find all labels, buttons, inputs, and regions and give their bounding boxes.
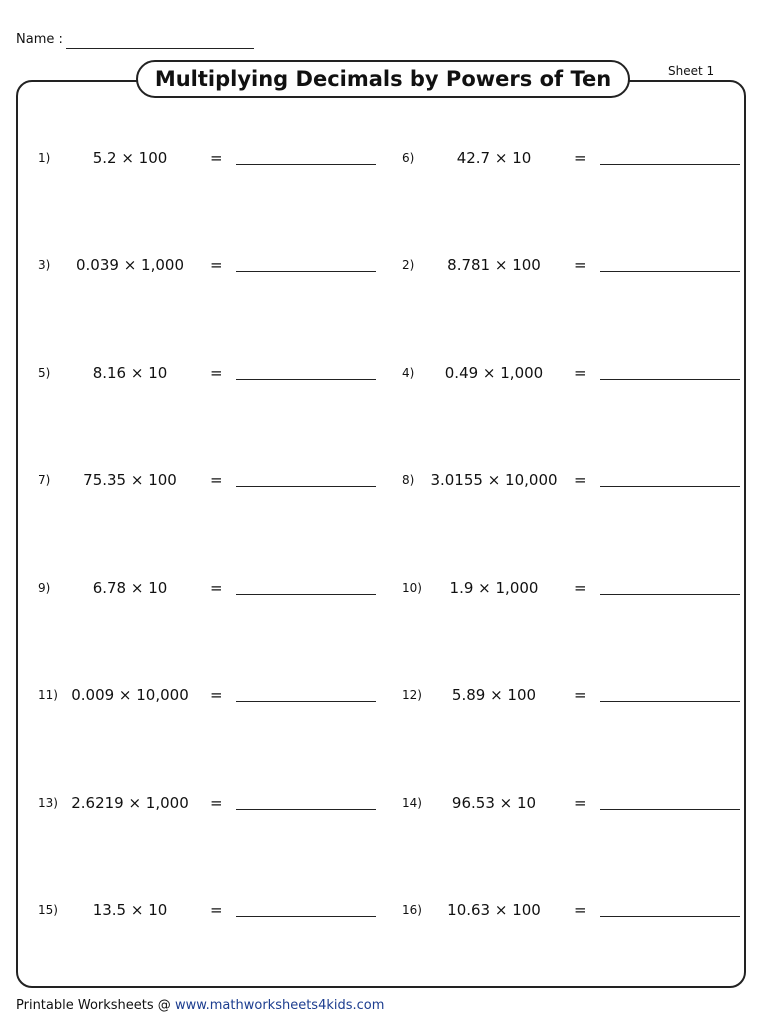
equals-sign: =	[574, 686, 587, 704]
problem-number: 10)	[402, 581, 422, 595]
equals-sign: =	[574, 471, 587, 489]
problem-item	[402, 791, 742, 815]
equals-sign: =	[210, 149, 223, 167]
answer-blank[interactable]	[236, 809, 376, 810]
problem-expression: 3.0155 × 10,000	[430, 471, 558, 489]
problem-number: 8)	[402, 473, 415, 487]
equals-sign: =	[210, 256, 223, 274]
problem-expression: 13.5 × 10	[92, 901, 168, 919]
answer-blank[interactable]	[600, 271, 740, 272]
problem-expression: 75.35 × 100	[83, 471, 177, 489]
problem-number: 12)	[402, 688, 422, 702]
answer-blank[interactable]	[600, 594, 740, 595]
problem-number: 4)	[402, 366, 415, 380]
answer-blank[interactable]	[600, 916, 740, 917]
equals-sign: =	[574, 901, 587, 919]
problem-item	[402, 683, 742, 707]
problem-number: 9)	[38, 581, 51, 595]
problem-item	[402, 898, 742, 922]
answer-blank[interactable]	[236, 486, 376, 487]
answer-blank[interactable]	[600, 486, 740, 487]
worksheet-frame	[16, 80, 746, 988]
problem-item	[402, 576, 742, 600]
problem-number: 14)	[402, 796, 422, 810]
equals-sign: =	[210, 471, 223, 489]
problem-number: 3)	[38, 258, 51, 272]
problem-item	[38, 468, 378, 492]
problem-item	[38, 146, 378, 170]
problem-expression: 6.78 × 10	[92, 579, 168, 597]
problem-expression: 10.63 × 100	[447, 901, 541, 919]
problem-number: 11)	[38, 688, 58, 702]
problem-expression: 8.781 × 100	[447, 256, 541, 274]
equals-sign: =	[574, 256, 587, 274]
sheet-label: Sheet 1	[668, 64, 715, 78]
problem-item	[402, 468, 742, 492]
equals-sign: =	[210, 364, 223, 382]
answer-blank[interactable]	[600, 701, 740, 702]
problem-item	[402, 146, 742, 170]
problem-expression: 0.49 × 1,000	[444, 364, 544, 382]
worksheet-title: Multiplying Decimals by Powers of Ten	[136, 60, 630, 98]
problem-number: 6)	[402, 151, 415, 165]
problem-expression: 1.9 × 1,000	[449, 579, 539, 597]
equals-sign: =	[210, 686, 223, 704]
equals-sign: =	[574, 364, 587, 382]
problem-expression: 5.89 × 100	[451, 686, 537, 704]
equals-sign: =	[574, 149, 587, 167]
footer-link[interactable]: www.mathworksheets4kids.com	[174, 998, 385, 1013]
problem-number: 13)	[38, 796, 58, 810]
problem-expression: 8.16 × 10	[92, 364, 168, 382]
answer-blank[interactable]	[236, 916, 376, 917]
problem-item	[38, 253, 378, 277]
answer-blank[interactable]	[600, 809, 740, 810]
problem-item	[38, 898, 378, 922]
problem-number: 1)	[38, 151, 51, 165]
name-blank-line	[66, 48, 254, 49]
equals-sign: =	[210, 794, 223, 812]
answer-blank[interactable]	[236, 164, 376, 165]
answer-blank[interactable]	[600, 379, 740, 380]
problem-expression: 96.53 × 10	[451, 794, 537, 812]
equals-sign: =	[574, 794, 587, 812]
problem-expression: 5.2 × 100	[92, 149, 168, 167]
problem-number: 15)	[38, 903, 58, 917]
equals-sign: =	[574, 579, 587, 597]
problem-number: 5)	[38, 366, 51, 380]
footer	[16, 998, 384, 1013]
problem-item	[38, 791, 378, 815]
problem-number: 2)	[402, 258, 415, 272]
problem-item	[402, 253, 742, 277]
problem-number: 7)	[38, 473, 51, 487]
problem-item	[38, 361, 378, 385]
name-label: Name :	[16, 32, 63, 47]
problem-expression: 2.6219 × 1,000	[71, 794, 189, 812]
problem-expression: 42.7 × 10	[456, 149, 532, 167]
answer-blank[interactable]	[236, 594, 376, 595]
problem-item	[38, 683, 378, 707]
problem-item	[38, 576, 378, 600]
problem-expression: 0.039 × 1,000	[76, 256, 184, 274]
equals-sign: =	[210, 579, 223, 597]
problem-number: 16)	[402, 903, 422, 917]
problem-expression: 0.009 × 10,000	[71, 686, 189, 704]
footer-prefix: Printable Worksheets @	[16, 998, 175, 1013]
equals-sign: =	[210, 901, 223, 919]
problem-item	[402, 361, 742, 385]
answer-blank[interactable]	[236, 271, 376, 272]
answer-blank[interactable]	[600, 164, 740, 165]
answer-blank[interactable]	[236, 379, 376, 380]
answer-blank[interactable]	[236, 701, 376, 702]
